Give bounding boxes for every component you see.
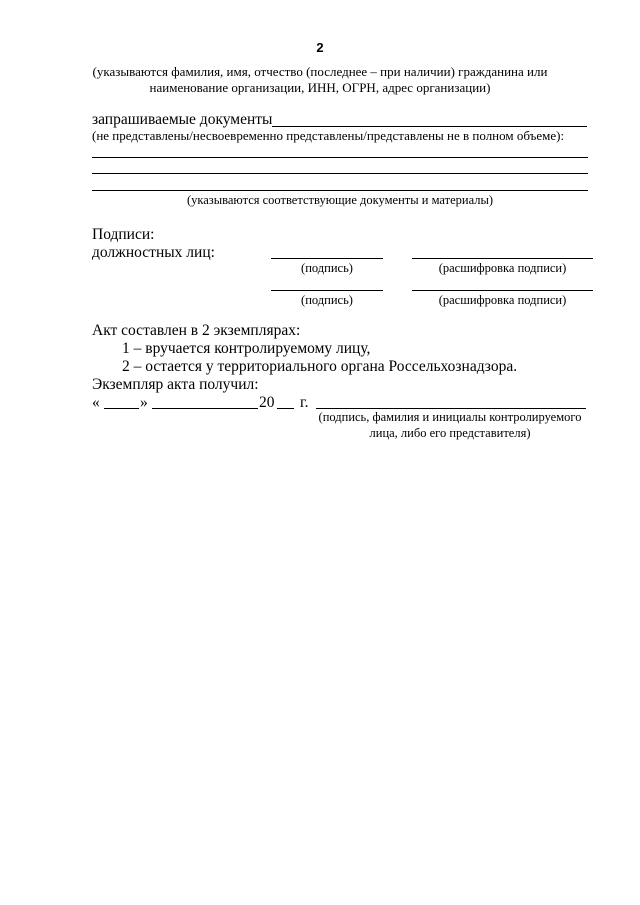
date-year-line xyxy=(277,408,294,409)
header-note xyxy=(60,64,580,96)
transcript-line-1 xyxy=(412,258,593,259)
transcript-caption-1: (расшифровка подписи) xyxy=(438,261,567,275)
header-note-line1: (указываются фамилия, имя, отчество (последнее – при наличии) гражданина или xyxy=(92,64,548,79)
docs-line-1 xyxy=(92,157,588,158)
signature-line-2 xyxy=(271,290,383,291)
date-close-quote: » xyxy=(140,394,148,411)
receiver-caption-1: (подпись, фамилия и инициалы контролируемого xyxy=(318,410,582,424)
transcript-caption-2: (расшифровка подписи) xyxy=(438,293,567,307)
officials-label: должностных лиц: xyxy=(92,244,215,261)
date-open-quote: « xyxy=(92,394,100,411)
act-copy-2: 2 – остается у территориального органа Россельхознадзора. xyxy=(122,358,518,375)
act-copies-text: Акт составлен в 2 экземплярах: xyxy=(92,322,301,339)
docs-line-3 xyxy=(92,190,588,191)
header-note-line2: наименование организации, ИНН, ОГРН, адрес организации) xyxy=(149,80,491,95)
receiver-signature-line xyxy=(316,408,586,409)
receiver-caption-2: лица, либо его представителя) xyxy=(369,426,531,440)
date-year-suffix: г. xyxy=(300,394,309,411)
signature-caption-2: (подпись) xyxy=(301,293,353,307)
signatures-title: Подписи: xyxy=(92,226,155,243)
date-month-line xyxy=(152,408,258,409)
act-received-label: Экземпляр акта получил: xyxy=(92,376,259,393)
requested-docs-status: (не представлены/несвоевременно представлены/представлены не в полном объеме): xyxy=(92,128,565,143)
requested-docs-caption: (указываются соответствующие документы и материалы) xyxy=(186,193,494,207)
act-copy-1: 1 – вручается контролируемому лицу, xyxy=(122,340,371,357)
signature-caption-1: (подпись) xyxy=(301,261,353,275)
docs-line-2 xyxy=(92,173,588,174)
date-day-line xyxy=(104,408,139,409)
signature-line-1 xyxy=(271,258,383,259)
requested-docs-label: запрашиваемые документы xyxy=(92,111,273,128)
date-year-prefix: 20 xyxy=(259,394,275,411)
page-number: 2 xyxy=(316,40,324,55)
transcript-line-2 xyxy=(412,290,593,291)
